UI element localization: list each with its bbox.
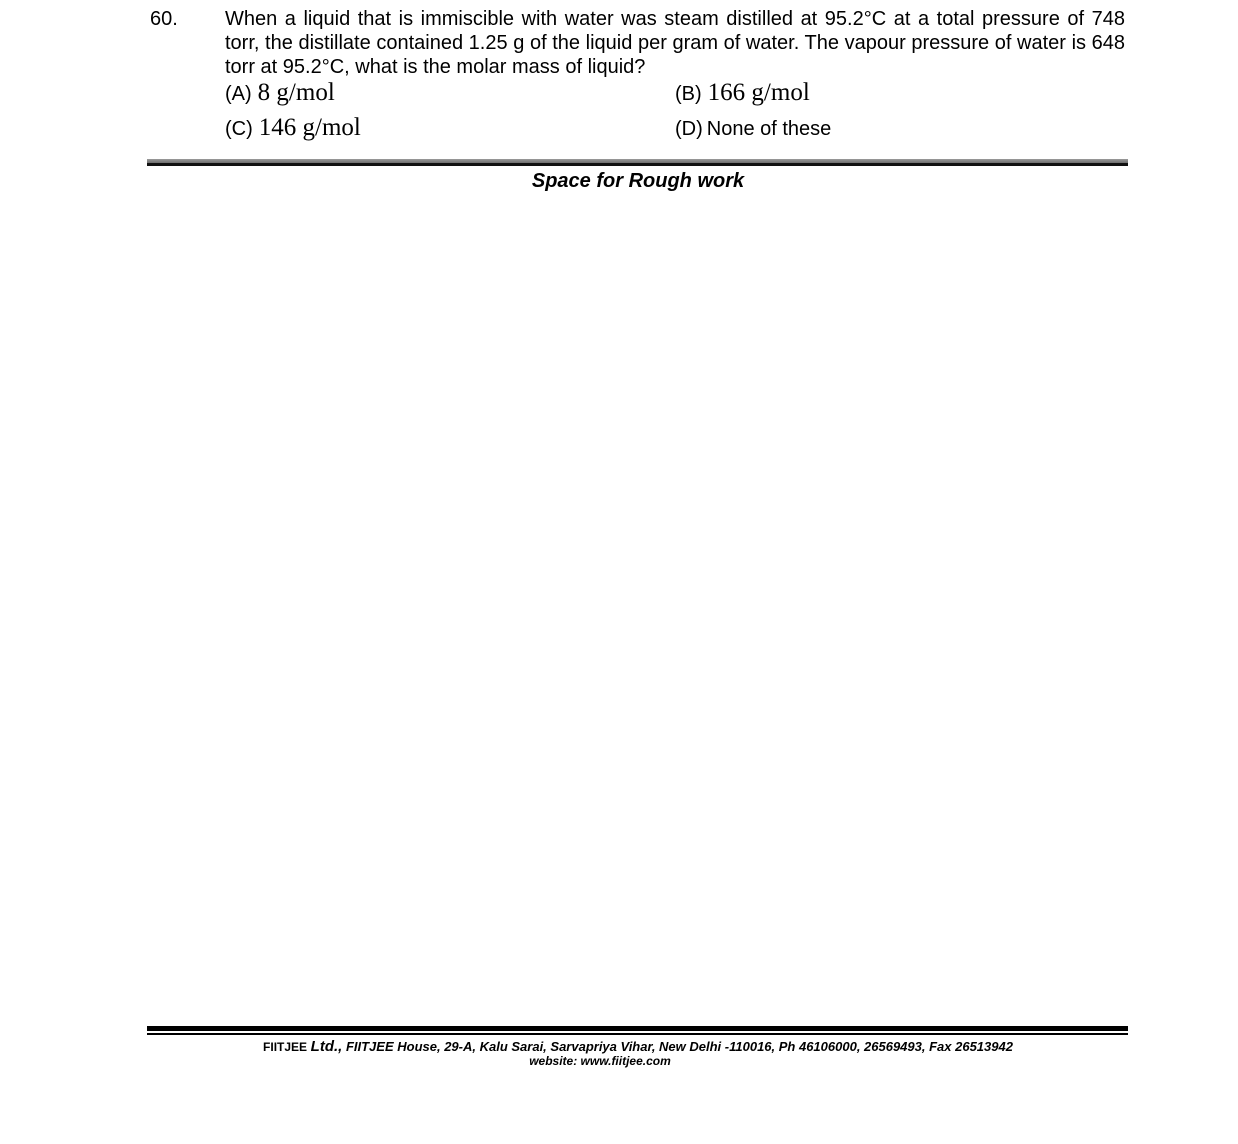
- footer-divider-thin: [147, 1033, 1128, 1035]
- footer-brand: FIITJEE: [263, 1040, 308, 1054]
- divider-black-band: [147, 163, 1128, 166]
- option-d-value: None of these: [706, 118, 832, 140]
- option-b-value: 166 g/mol: [707, 79, 810, 106]
- option-a-value: 8 g/mol: [257, 79, 335, 106]
- section-divider-top: [147, 159, 1128, 167]
- option-d-label: (D): [675, 118, 703, 140]
- footer-website: website: www.fiitjee.com: [529, 1054, 671, 1068]
- rough-work-title: Space for Rough work: [531, 170, 745, 192]
- option-d: [675, 118, 831, 141]
- question-text: When a liquid that is immiscible with water was steam distilled at 95.2°C at a total pressure of 748 torr, the distillate contained 1.25 g of the liquid per gram of water. The vapour pressure of water is 648 torr at 95.2°C, what is the molar mass of liquid?: [225, 8, 1125, 78]
- option-a: [225, 79, 335, 107]
- option-c-label: (C): [225, 118, 253, 140]
- option-a-label: (A): [225, 83, 252, 105]
- option-c-value: 146 g/mol: [258, 114, 361, 141]
- footer-ltd: Ltd.,: [310, 1038, 343, 1055]
- footer-divider: [147, 1026, 1128, 1035]
- footer-address-line: [0, 1039, 1238, 1055]
- option-c: [225, 114, 361, 142]
- option-b-label: (B): [675, 83, 702, 105]
- footer-address: FIITJEE House, 29-A, Kalu Sarai, Sarvapriya Vihar, New Delhi -110016, Ph 46106000, 26569493, Fax 26513942: [345, 1039, 1013, 1054]
- footer-divider-thick: [147, 1026, 1128, 1031]
- option-b: [675, 79, 810, 107]
- question-number: 60.: [150, 8, 178, 30]
